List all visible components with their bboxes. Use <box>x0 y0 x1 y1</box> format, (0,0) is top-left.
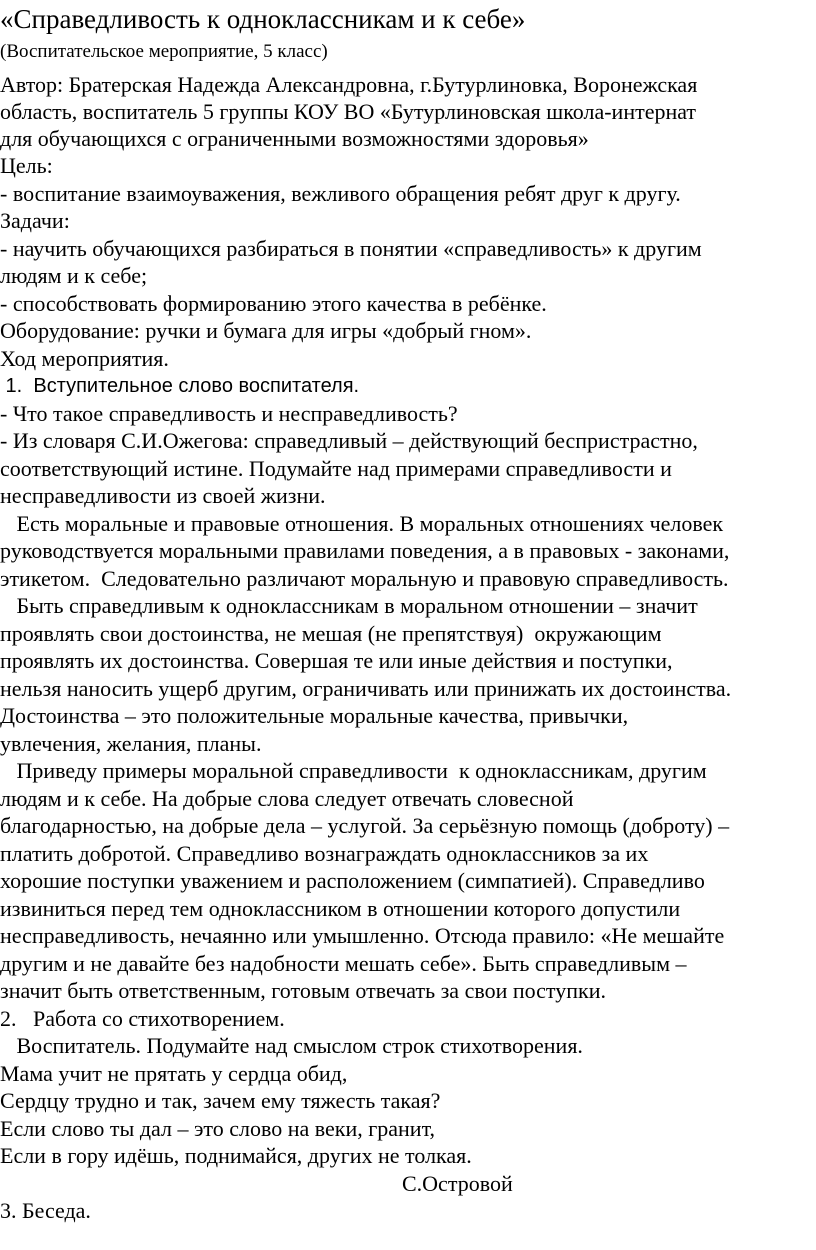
paragraph-line: значит быть ответственным, готовым отвечать за свои поступки. <box>0 978 606 1003</box>
paragraph-line: Есть моральные и правовые отношения. В моральных отношениях человек <box>0 511 724 536</box>
poem-line: Если слово ты дал – это слово на веки, гранит, <box>0 1116 436 1141</box>
section1-line: - Из словаря С.И.Ожегова: справедливый – действующий беспристрастно, <box>0 428 698 453</box>
paragraph-line: несправедливость, нечаянно или умышленно. Отсюда правило: «Не мешайте <box>0 923 725 948</box>
document-subtitle: (Воспитательское мероприятие, 5 класс) <box>0 41 328 62</box>
task-line: людям и к себе; <box>0 263 148 288</box>
paragraph-line: извиниться перед тем одноклассником в отношении которого допустили <box>0 896 681 921</box>
author-line: для обучающихся с ограниченными возможностями здоровья» <box>0 126 589 151</box>
section2-intro: Воспитатель. Подумайте над смыслом строк стихотворения. <box>0 1033 583 1058</box>
poem-line: Мама учит не прятать у сердца обид, <box>0 1061 348 1086</box>
paragraph-line: нельзя наносить ущерб другим, ограничивать или принижать их достоинства. <box>0 676 732 701</box>
section1-heading: 1. Вступительное слово воспитателя. <box>0 375 360 397</box>
author-line: Автор: Братерская Надежда Александровна, г.Бутурлиновка, Воронежская <box>0 72 698 97</box>
paragraph-line: Достоинства – это положительные моральные качества, привычки, <box>0 703 629 728</box>
author-line: область, воспитатель 5 группы КОУ ВО «Бутурлиновская школа-интернат <box>0 99 697 124</box>
poem-author: С.Островой <box>402 1171 513 1196</box>
paragraph-line: Приведу примеры моральной справедливости к одноклассникам, другим <box>0 758 707 783</box>
tasks-heading: Задачи: <box>0 208 70 233</box>
paragraph-line: проявлять свои достоинства, не мешая (не препятствуя) окружающим <box>0 621 662 646</box>
poem-line: Если в гору идёшь, поднимайся, других не толкая. <box>0 1143 472 1168</box>
paragraph-line: другим и не давайте без надобности мешать себе». Быть справедливым – <box>0 951 687 976</box>
paragraph-line: этикетом. Следовательно различают моральную и правовую справедливость. <box>0 566 729 591</box>
paragraph-line: благодарностью, на добрые дела – услугой. За серьёзную помощь (доброту) – <box>0 813 730 838</box>
section3-heading: 3. Беседа. <box>0 1198 91 1223</box>
course-heading: Ход мероприятия. <box>0 346 169 371</box>
paragraph-line: хорошие поступки уважением и расположением (симпатией). Справедливо <box>0 868 705 893</box>
section1-line: соответствующий истине. Подумайте над примерами справедливости и <box>0 456 672 481</box>
section2-heading: 2. Работа со стихотворением. <box>0 1006 285 1031</box>
task-line: - способствовать формированию этого качества в ребёнке. <box>0 291 547 316</box>
paragraph-line: проявлять их достоинства. Совершая те или иные действия и поступки, <box>0 648 673 673</box>
poem-line: Сердцу трудно и так, зачем ему тяжесть такая? <box>0 1088 441 1113</box>
goal-item: - воспитание взаимоуважения, вежливого обращения ребят друг к другу. <box>0 181 681 206</box>
document-title: «Справедливость к одноклассникам и к себе» <box>0 4 526 34</box>
paragraph-line: платить добротой. Справедливо вознаграждать одноклассников за их <box>0 841 649 866</box>
goal-heading: Цель: <box>0 153 53 178</box>
paragraph-line: людям и к себе. На добрые слова следует отвечать словесной <box>0 786 574 811</box>
paragraph-line: руководствуется моральными правилами поведения, а в правовых - законами, <box>0 538 730 563</box>
task-line: - научить обучающихся разбираться в понятии «справедливость» к другим <box>0 236 702 261</box>
paragraph-line: увлечения, желания, планы. <box>0 731 262 756</box>
paragraph-line: Быть справедливым к одноклассникам в моральном отношении – значит <box>0 593 698 618</box>
section1-line: - Что такое справедливость и несправедливость? <box>0 401 458 426</box>
section1-line: несправедливости из своей жизни. <box>0 483 326 508</box>
equipment-line: Оборудование: ручки и бумага для игры «добрый гном». <box>0 318 532 343</box>
